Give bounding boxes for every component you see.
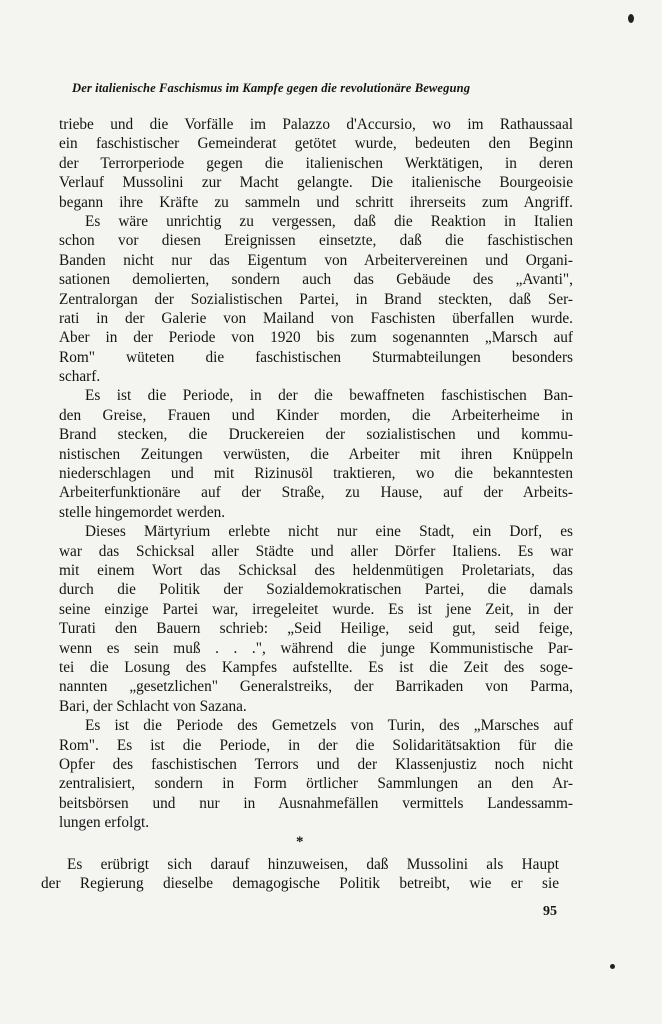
text-line: Es ist die Periode, in der die bewaffneten faschistischen Ban- (85, 387, 573, 405)
text-line: beitsbörsen und nur in Ausnahmefällen vermittels Landessamm- (59, 794, 573, 812)
text-line: der Terrorperiode gegen die italienischen Werktätigen, in deren (59, 154, 573, 172)
text-line: Rom". Es ist die Periode, in der die Solidaritätsaktion für die (59, 736, 573, 754)
text-line: Aber in der Periode von 1920 bis zum sogenannten „Marsch auf (59, 329, 573, 347)
text-line: Brand stecken, die Druckereien der sozialistischen und kommu- (59, 426, 573, 444)
text-line: Dieses Märtyrium erlebte nicht nur eine Stadt, ein Dorf, es (85, 523, 573, 541)
text-line: mit einem Wort das Schicksal des heldenmütigen Proletariats, das (59, 561, 573, 579)
text-line: Es ist die Periode des Gemetzels von Turin, des „Marsches auf (85, 717, 573, 735)
running-header: Der italienische Faschismus im Kampfe gegen die revolutionäre Bewegung (72, 81, 471, 95)
text-line: sationen demolierten, sondern auch das Gebäude des „Avanti", (59, 271, 573, 289)
text-line: seine einzige Partei war, irregeleitet wurde. Es ist jene Zeit, in der (59, 600, 573, 618)
text-line: wenn es sein muß . . .", während die junge Kommunistische Par- (59, 639, 573, 657)
text-line: schon vor diesen Ereignissen einsetzte, daß die faschistischen (59, 232, 573, 250)
text-line: Banden nicht nur das Eigentum von Arbeitervereinen und Organi- (59, 251, 573, 269)
closing-paragraph (41, 855, 559, 894)
paragraph (59, 716, 573, 832)
text-line: Arbeiterfunktionäre auf der Straße, zu Hause, auf der Arbeits- (59, 484, 573, 502)
paragraph (59, 212, 573, 387)
text-line: tei die Losung des Kampfes aufstellte. Es ist die Zeit des soge- (59, 658, 573, 676)
paragraph (59, 115, 573, 212)
text-line: stelle hingemordet werden. (59, 503, 226, 521)
text-line: begann ihre Kräfte zu sammeln und schritt ihrerseits zum Angriff. (59, 193, 573, 211)
body-text (59, 115, 573, 832)
text-line: Es wäre unrichtig zu vergessen, daß die Reaktion in Italien (85, 212, 573, 230)
scan-speck (610, 964, 615, 969)
text-line: ein faschistischer Gemeinderat getötet wurde, bedeuten den Beginn (59, 135, 573, 153)
text-line: Es erübrigt sich darauf hinzuweisen, daß Mussolini als Haupt (67, 856, 559, 873)
text-line: durch die Politik der Sozialdemokratischen Partei, die damals (59, 581, 573, 599)
paragraph (59, 386, 573, 522)
text-line: rati in der Galerie von Mailand von Faschisten überfallen wurde. (59, 309, 573, 327)
text-line: den Greise, Frauen und Kinder morden, die Arbeiterheime in (59, 406, 573, 424)
section-separator: * (296, 834, 304, 850)
text-line: der Regierung dieselbe demagogische Politik betreibt, wie er sie (41, 875, 559, 893)
text-line: Bari, der Schlacht von Sazana. (59, 697, 247, 715)
text-line: Opfer des faschistischen Terrors und der Klassenjustiz noch nicht (59, 755, 573, 773)
text-line: niederschlagen und mit Rizinusöl traktieren, wo die bekanntesten (59, 465, 573, 483)
text-line: Verlauf Mussolini zur Macht gelangte. Die italienische Bourgeoisie (59, 174, 573, 192)
text-line: scharf. (59, 368, 101, 386)
text-line: Turati den Bauern schrieb: „Seid Heilige, seid gut, seid feige, (59, 620, 573, 638)
scan-speck (628, 14, 634, 23)
text-line: zentralisiert, sondern in Form örtlicher Sammlungen an den Ar- (59, 775, 573, 793)
text-line: war das Schicksal aller Städte und aller Dörfer Italiens. Es war (59, 542, 573, 560)
text-line: triebe und die Vorfälle im Palazzo d'Accursio, wo im Rathaussaal (59, 116, 573, 133)
text-line: Zentralorgan der Sozialistischen Partei, in Brand steckten, daß Ser- (59, 290, 573, 308)
text-line: nannten „gesetzlichen" Generalstreiks, der Barrikaden von Parma, (59, 678, 573, 696)
paragraph (59, 522, 573, 716)
text-line: nistischen Zeitungen verwüsten, die Arbeiter mit ihren Knüppeln (59, 445, 573, 463)
text-line: Rom" wüteten die faschistischen Sturmabteilungen besonders (59, 348, 573, 366)
page-number: 95 (543, 904, 557, 919)
text-line: lungen erfolgt. (59, 814, 150, 832)
